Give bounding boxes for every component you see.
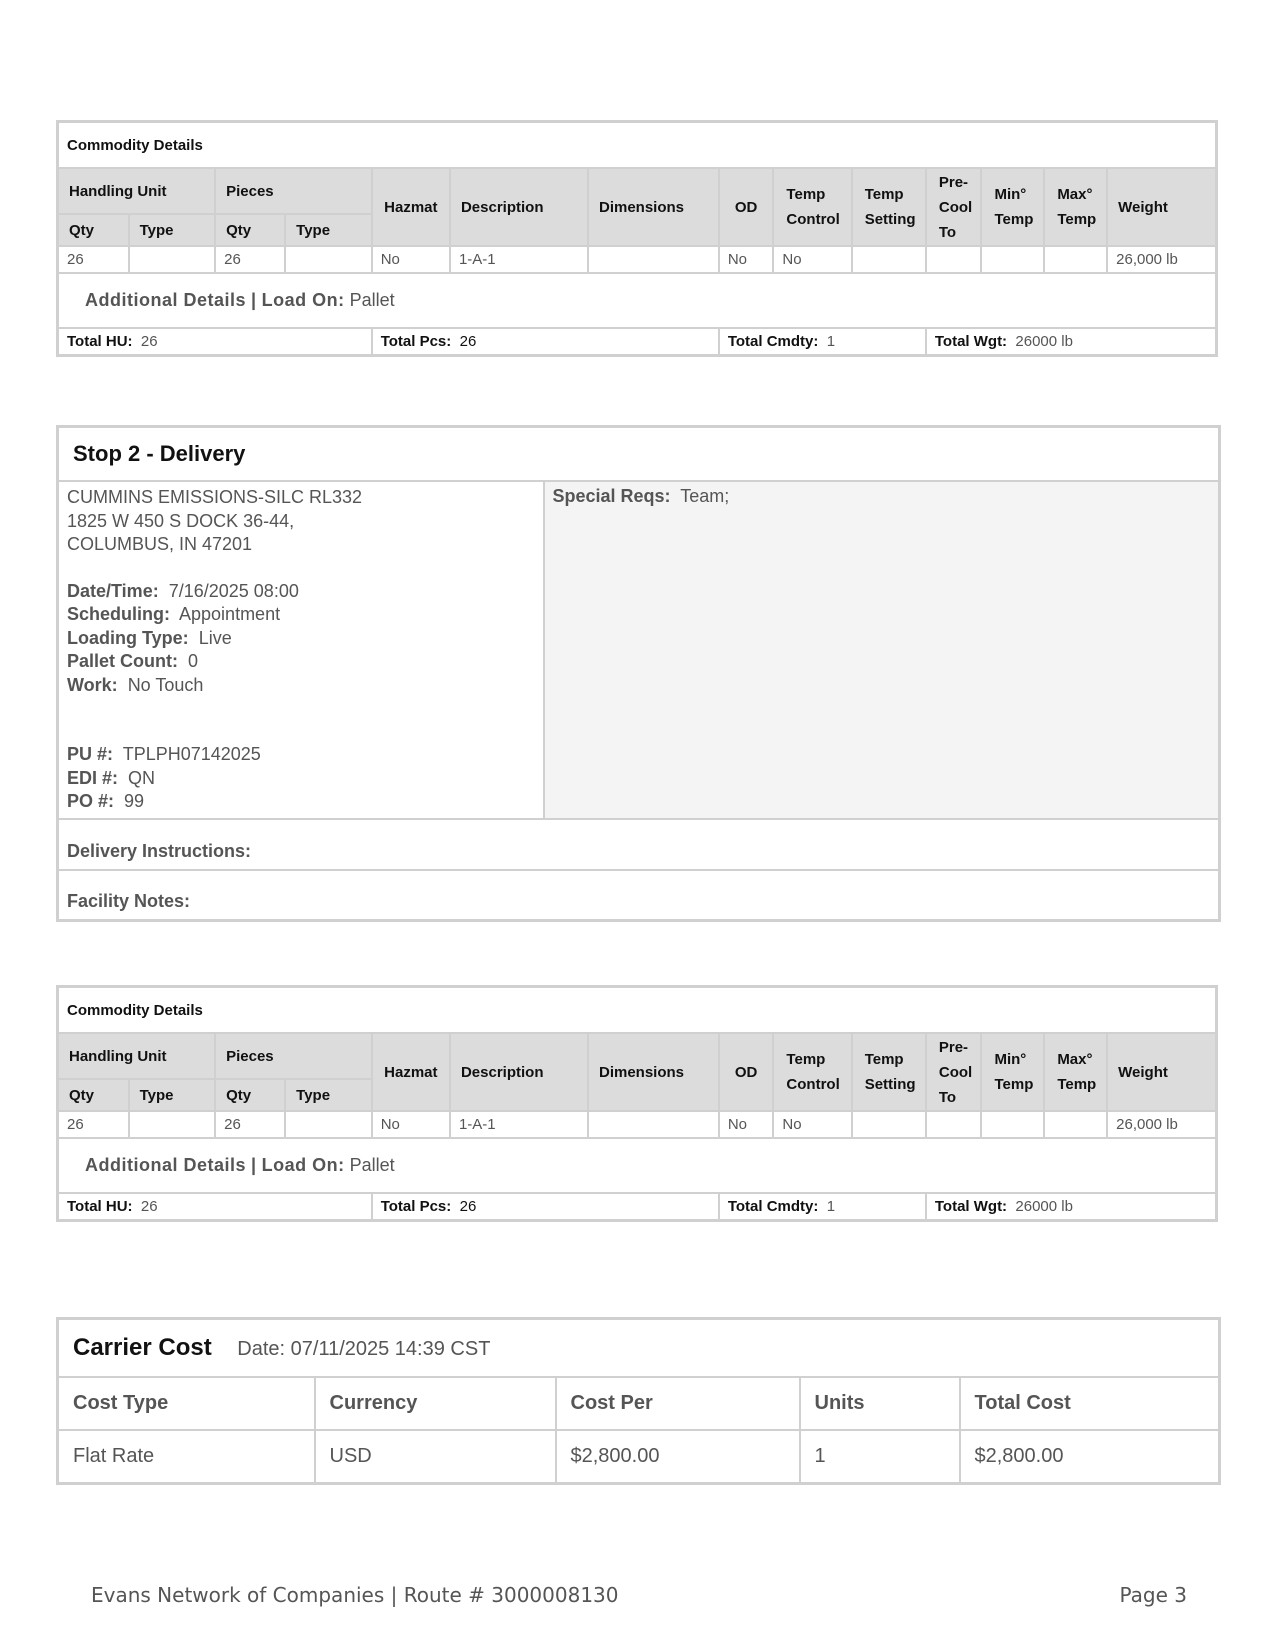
header-total-cost: Total Cost	[960, 1377, 1220, 1430]
header-handling-unit: Handling Unit	[58, 1033, 216, 1079]
header-cost-per: Cost Per	[556, 1377, 800, 1430]
temp-setting-cell	[852, 246, 926, 273]
special-reqs-value: Team;	[680, 486, 730, 506]
total-cost-cell: $2,800.00	[960, 1430, 1220, 1484]
units-cell: 1	[800, 1430, 960, 1484]
stop-title: Stop 2 - Delivery	[58, 427, 1220, 482]
max-temp-cell	[1044, 246, 1107, 273]
header-min-temp: Min° Temp	[981, 1033, 1044, 1111]
weight-cell: 26,000 lb	[1107, 1111, 1216, 1138]
loading-type-field: Loading Type: Live	[67, 627, 232, 648]
footer-page-number: Page 3	[1119, 1583, 1187, 1607]
commodity-details-table-1	[56, 120, 1218, 357]
header-hu-qty: Qty	[58, 1079, 129, 1111]
table-row	[58, 246, 1217, 273]
stop-delivery-table	[56, 425, 1221, 922]
total-pcs: Total Pcs: 26	[372, 1193, 719, 1221]
min-temp-cell	[981, 1111, 1044, 1138]
header-dimensions: Dimensions	[588, 168, 719, 246]
header-temp-control: Temp Control	[773, 168, 851, 246]
header-pre-cool: Pre- Cool To	[926, 1033, 982, 1111]
load-on-value: Pallet	[349, 1155, 395, 1175]
commodity-title: Commodity Details	[58, 122, 1217, 169]
header-hu-qty: Qty	[58, 214, 129, 246]
pcs-qty-cell: 26	[215, 1111, 285, 1138]
total-wgt: Total Wgt: 26000 lb	[926, 1193, 1217, 1221]
additional-details: Additional Details | Load On: Pallet	[58, 1138, 1217, 1193]
hazmat-cell: No	[372, 1111, 450, 1138]
header-pcs-qty: Qty	[215, 214, 285, 246]
cost-per-cell: $2,800.00	[556, 1430, 800, 1484]
header-od: OD	[719, 1033, 774, 1111]
temp-control-cell: No	[773, 1111, 851, 1138]
carrier-cost-header	[58, 1319, 1220, 1378]
header-units: Units	[800, 1377, 960, 1430]
total-pcs: Total Pcs: 26	[372, 328, 719, 356]
work-field: Work: No Touch	[67, 674, 204, 695]
total-wgt: Total Wgt: 26000 lb	[926, 328, 1217, 356]
header-pre-cool: Pre- Cool To	[926, 168, 982, 246]
additional-details: Additional Details | Load On: Pallet	[58, 273, 1217, 328]
hazmat-cell: No	[372, 246, 450, 273]
delivery-instructions: Delivery Instructions:	[58, 819, 1220, 870]
description-cell: 1-A-1	[450, 1111, 588, 1138]
pcs-qty-cell: 26	[215, 246, 285, 273]
header-max-temp: Max° Temp	[1044, 168, 1107, 246]
cost-type-cell: Flat Rate	[58, 1430, 315, 1484]
header-temp-setting: Temp Setting	[852, 168, 926, 246]
header-pieces: Pieces	[215, 168, 372, 214]
stop-address-block	[58, 481, 544, 819]
commodity-details-table-2	[56, 985, 1218, 1222]
temp-control-cell: No	[773, 246, 851, 273]
address-line: COLUMBUS, IN 47201	[67, 534, 253, 554]
header-currency: Currency	[315, 1377, 556, 1430]
header-pcs-type: Type	[285, 1079, 372, 1111]
pu-number-field: PU #: TPLPH07142025	[67, 744, 261, 764]
od-cell: No	[719, 246, 774, 273]
carrier-cost-title: Carrier Cost	[73, 1334, 212, 1361]
address-line: 1825 W 450 S DOCK 36-44,	[67, 510, 295, 531]
header-max-temp: Max° Temp	[1044, 1033, 1107, 1111]
pre-cool-cell	[926, 246, 982, 273]
header-weight: Weight	[1107, 1033, 1216, 1111]
date-time-field: Date/Time: 7/16/2025 08:00	[67, 580, 299, 601]
header-description: Description	[450, 168, 588, 246]
hu-type-cell	[129, 1111, 216, 1138]
od-cell: No	[719, 1111, 774, 1138]
load-on-value: Pallet	[349, 290, 395, 310]
total-cmdty: Total Cmdty: 1	[719, 328, 926, 356]
header-weight: Weight	[1107, 168, 1216, 246]
header-temp-setting: Temp Setting	[852, 1033, 926, 1111]
special-reqs-panel: Special Reqs: Team;	[544, 481, 1220, 819]
header-hu-type: Type	[129, 214, 216, 246]
edi-number-field: EDI #: QN	[67, 767, 156, 788]
header-handling-unit: Handling Unit	[58, 168, 216, 214]
hu-qty-cell: 26	[58, 1111, 129, 1138]
pcs-type-cell	[285, 1111, 372, 1138]
hu-qty-cell: 26	[58, 246, 129, 273]
scheduling-field: Scheduling: Appointment	[67, 604, 281, 624]
table-row	[58, 1111, 1217, 1138]
header-hazmat: Hazmat	[372, 1033, 450, 1111]
carrier-cost-date: Date: 07/11/2025 14:39 CST	[237, 1338, 491, 1360]
total-hu: Total HU: 26	[58, 328, 372, 356]
currency-cell: USD	[315, 1430, 556, 1484]
header-od: OD	[719, 168, 774, 246]
pre-cool-cell	[926, 1111, 982, 1138]
pallet-count-field: Pallet Count: 0	[67, 651, 199, 671]
header-dimensions: Dimensions	[588, 1033, 719, 1111]
hu-type-cell	[129, 246, 216, 273]
header-description: Description	[450, 1033, 588, 1111]
header-pcs-type: Type	[285, 214, 372, 246]
po-number-field: PO #: 99	[67, 791, 145, 811]
description-cell: 1-A-1	[450, 246, 588, 273]
total-cmdty: Total Cmdty: 1	[719, 1193, 926, 1221]
commodity-title: Commodity Details	[58, 987, 1217, 1034]
carrier-cost-table	[56, 1317, 1221, 1485]
weight-cell: 26,000 lb	[1107, 246, 1216, 273]
address-line: CUMMINS EMISSIONS-SILC RL332	[67, 487, 363, 507]
dimensions-cell	[588, 246, 719, 273]
pcs-type-cell	[285, 246, 372, 273]
temp-setting-cell	[852, 1111, 926, 1138]
facility-notes: Facility Notes:	[58, 870, 1220, 921]
header-min-temp: Min° Temp	[981, 168, 1044, 246]
min-temp-cell	[981, 246, 1044, 273]
footer-company-route: Evans Network of Companies | Route # 3000008130	[91, 1583, 619, 1607]
header-hazmat: Hazmat	[372, 168, 450, 246]
header-cost-type: Cost Type	[58, 1377, 315, 1430]
max-temp-cell	[1044, 1111, 1107, 1138]
dimensions-cell	[588, 1111, 719, 1138]
header-pieces: Pieces	[215, 1033, 372, 1079]
header-hu-type: Type	[129, 1079, 216, 1111]
table-row	[58, 1430, 1220, 1484]
header-pcs-qty: Qty	[215, 1079, 285, 1111]
total-hu: Total HU: 26	[58, 1193, 372, 1221]
header-temp-control: Temp Control	[773, 1033, 851, 1111]
